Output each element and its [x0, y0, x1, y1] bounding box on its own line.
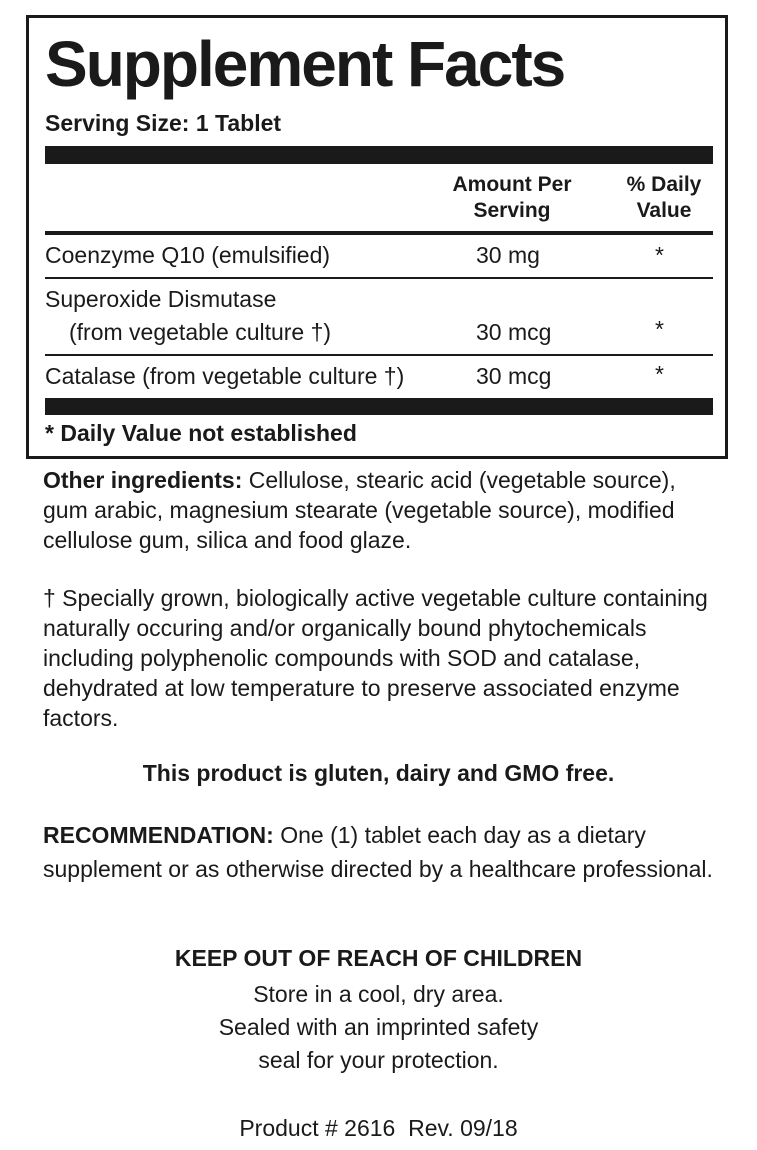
recommendation-label: RECOMMENDATION: [43, 822, 274, 848]
other-ingredients [43, 465, 723, 555]
storage-line: Store in a cool, dry area. [253, 981, 504, 1007]
nutrient-daily-value: * [655, 316, 664, 342]
seal-line-2: seal for your protection. [258, 1047, 499, 1073]
recommendation [43, 818, 723, 886]
nutrient-amount: 30 mcg [476, 363, 552, 389]
thick-divider-top [45, 146, 713, 164]
dagger-footnote: † Specially grown, biologically active vegetable culture containing naturally occuring and/or organically bound phytochemicals including polyphenolic compounds with SOD and catalase, dehydrated at low temperature to preserve associated enzyme factors. [43, 585, 708, 731]
column-header-daily-value: % Daily Value [626, 173, 702, 222]
allergen-free-statement: This product is gluten, dairy and GMO free. [142, 760, 615, 786]
nutrient-daily-value: * [655, 242, 664, 268]
warning-heading: KEEP OUT OF REACH OF CHILDREN [174, 945, 583, 971]
nutrient-name-source: (from vegetable culture †) [69, 319, 332, 345]
nutrient-name: Catalase (from vegetable culture †) [45, 363, 405, 389]
daily-value-footnote: * Daily Value not established [45, 420, 357, 446]
seal-line-1: Sealed with an imprinted safety [218, 1014, 539, 1040]
product-number: Product # 2616 Rev. 09/18 [239, 1115, 518, 1141]
serving-size: Serving Size: 1 Tablet [45, 110, 282, 136]
nutrient-name: Coenzyme Q10 (emulsified) [45, 242, 331, 268]
header-divider [45, 231, 713, 235]
supplement-facts-panel [26, 15, 728, 459]
nutrient-amount: 30 mg [476, 242, 540, 268]
row-divider [45, 354, 713, 356]
other-ingredients-label: Other ingredients: [43, 467, 243, 493]
column-header-amount: Amount Per Serving [452, 173, 572, 222]
thick-divider-bottom [45, 398, 713, 415]
nutrient-amount: 30 mcg [476, 319, 552, 345]
nutrient-name: Superoxide Dismutase [45, 286, 277, 312]
row-divider [45, 277, 713, 279]
nutrient-daily-value: * [655, 361, 664, 387]
panel-title: Supplement Facts [45, 28, 565, 100]
other-ingredients-text: Cellulose, stearic acid (vegetable source), gum arabic, magnesium stearate (vegetable source), modified cellulose gum, silica and food glaze. [43, 467, 676, 553]
recommendation-text: One (1) tablet each day as a dietary supplement or as otherwise directed by a healthcare professional. [43, 822, 713, 882]
